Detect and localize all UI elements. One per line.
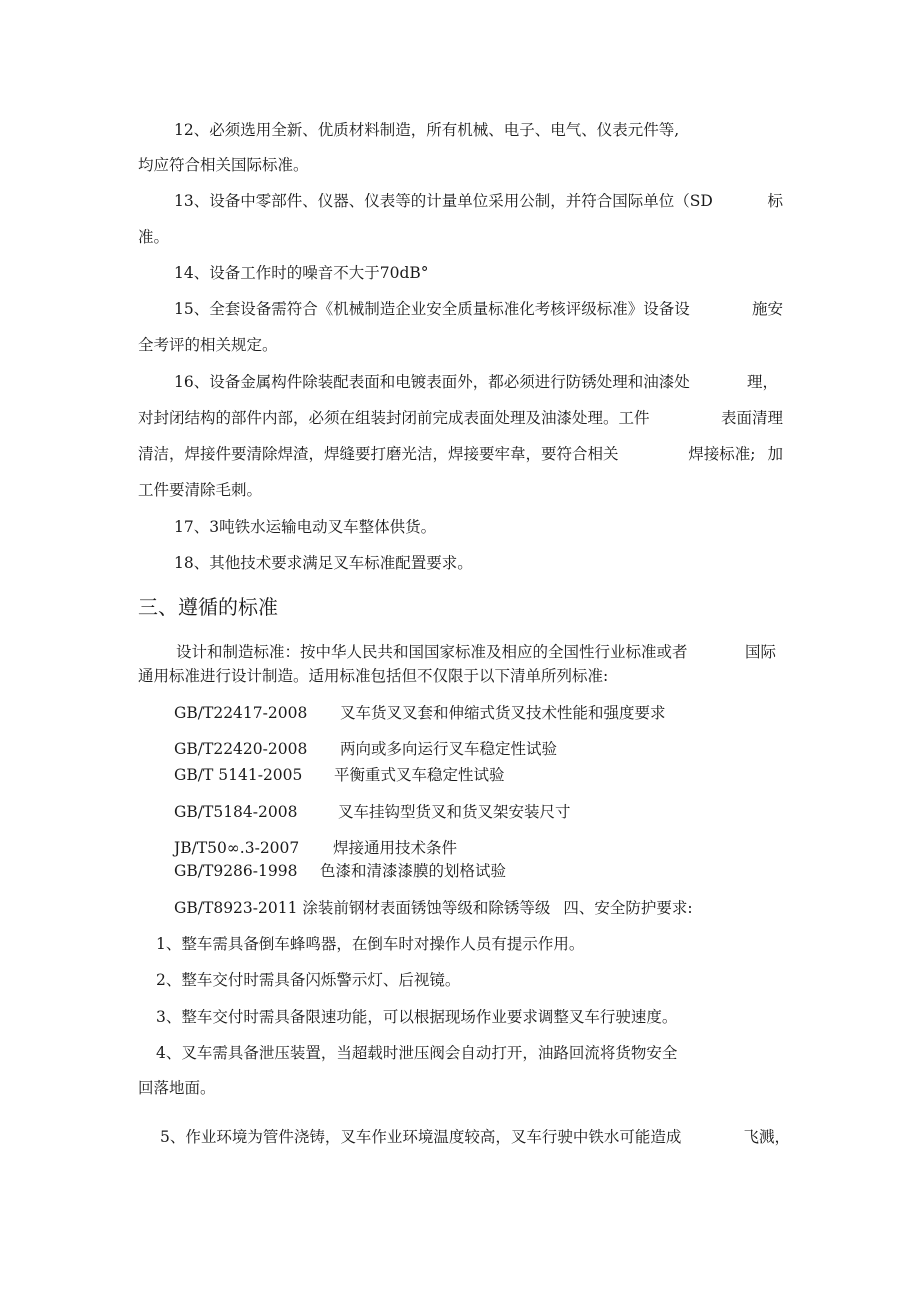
standard-code: GB/T 5141-2005 <box>174 766 303 784</box>
item-18: 18、其他技术要求满足叉车标准配置要求。 <box>174 554 473 572</box>
item-16-line-2-end: 表面清理 <box>720 409 783 427</box>
safety-item-5-end: 飞溅， <box>743 1128 790 1146</box>
item-12-line-2: 均应符合相关国际标准。 <box>138 156 309 174</box>
section-3-intro-line-2: 通用标准进行设计制造。适用标准包括但不仅限于以下清单所列标准: <box>138 667 609 685</box>
safety-item-2: 2、整车交付时需具备闪烁警示灯、后视镜。 <box>156 971 461 989</box>
safety-item-1: 1、整车需具备倒车蜂鸣器，在倒车时对操作人员有提示作用。 <box>156 935 585 953</box>
standard-title: 平衡重式叉车稳定性试验 <box>334 766 505 784</box>
standard-code: GB/T9286-1998 <box>174 862 298 880</box>
section-3-intro-line-1-main: 设计和制造标准：按中华人民共和国国家标准及相应的全国性行业标准或者 <box>176 643 688 661</box>
item-16-line-4: 工件要清除毛刺。 <box>138 481 263 499</box>
standard-code: GB/T22417-2008 <box>174 704 308 722</box>
item-16-line-2 <box>138 407 783 429</box>
item-13-line-2: 准。 <box>138 228 170 246</box>
standard-title: 色漆和清漆漆膜的划格试验 <box>320 862 507 880</box>
standard-title: 两向或多向运行叉车稳定性试验 <box>340 740 558 758</box>
item-13-line-1-end: 标 <box>767 192 783 210</box>
item-16-line-3-end: 加 <box>767 445 783 463</box>
section-4-heading: 四、安全防护要求: <box>563 899 693 917</box>
item-17: 17、3吨铁水运输电动叉车整体供货。 <box>174 518 437 536</box>
safety-item-4-line-2: 回落地面。 <box>138 1079 216 1097</box>
standard-title: 叉车货叉叉套和伸缩式货叉技术性能和强度要求 <box>340 704 666 722</box>
item-16-line-1-end: 理， <box>746 373 778 391</box>
standard-code: GB/T22420-2008 <box>174 740 308 758</box>
standard-last: GB/T8923-2011 涂装前钢材表面锈蚀等级和除锈等级 <box>174 899 551 917</box>
item-13-line-1 <box>174 190 783 212</box>
section-3-intro-line-1 <box>176 641 776 663</box>
item-15-line-1-main: 15、全套设备需符合《机械制造企业安全质量标准化考核评级标准》设备设 <box>174 300 690 318</box>
item-16-line-3 <box>138 443 783 465</box>
standard-last-line <box>174 897 693 919</box>
section-3-heading: 三、遵循的标准 <box>138 595 278 619</box>
safety-item-5-line-1 <box>160 1126 790 1148</box>
standard-title: 焊接通用技术条件 <box>333 839 458 857</box>
section-3-intro-line-1-end: 国际 <box>744 643 776 661</box>
item-12-line-1: 12、必须选用全新、优质材料制造，所有机械、电子、电气、仪表元件等, <box>174 121 680 139</box>
item-15-line-1-end: 施安 <box>751 300 783 318</box>
item-13-line-1-main: 13、设备中零部件、仪器、仪表等的计量单位采用公制，并符合国际单位（SD <box>174 192 713 210</box>
item-14: 14、设备工作时的噪音不大于70dB° <box>174 264 429 282</box>
item-16-line-2-main: 对封闭结构的部件内部，必须在组装封闭前完成表面处理及油漆处理。工件 <box>138 409 650 427</box>
standard-code: GB/T5184-2008 <box>174 803 298 821</box>
safety-item-5-main: 5、作业环境为管件浇铸，叉车作业环境温度较高，叉车行驶中铁水可能造成 <box>160 1128 682 1146</box>
item-16-line-3-main: 清洁，焊接件要清除焊渣，焊缝要打磨光洁，焊接要牢韋，要符合相关 <box>138 445 619 463</box>
standard-title: 叉车挂钩型货叉和货叉架安装尺寸 <box>338 803 571 821</box>
item-16-line-3-mid: 焊接标准; <box>688 445 756 463</box>
item-15-line-2: 全考评的相关规定。 <box>138 336 278 354</box>
safety-item-3: 3、整车交付时需具备限速功能，可以根据现场作业要求调整叉车行驶速度。 <box>156 1008 678 1026</box>
safety-item-4-line-1: 4、叉车需具备泄压装置，当超载时泄压阀会自动打开，油路回流将货物安全 <box>156 1044 678 1062</box>
item-16-line-1-main: 16、设备金属构件除装配表面和电镀表面外，都必须进行防锈处理和油漆处 <box>174 373 690 391</box>
item-15-line-1 <box>174 298 783 320</box>
standard-code: JB/T50∞.3-2007 <box>174 839 300 857</box>
item-16-line-1 <box>174 371 778 393</box>
